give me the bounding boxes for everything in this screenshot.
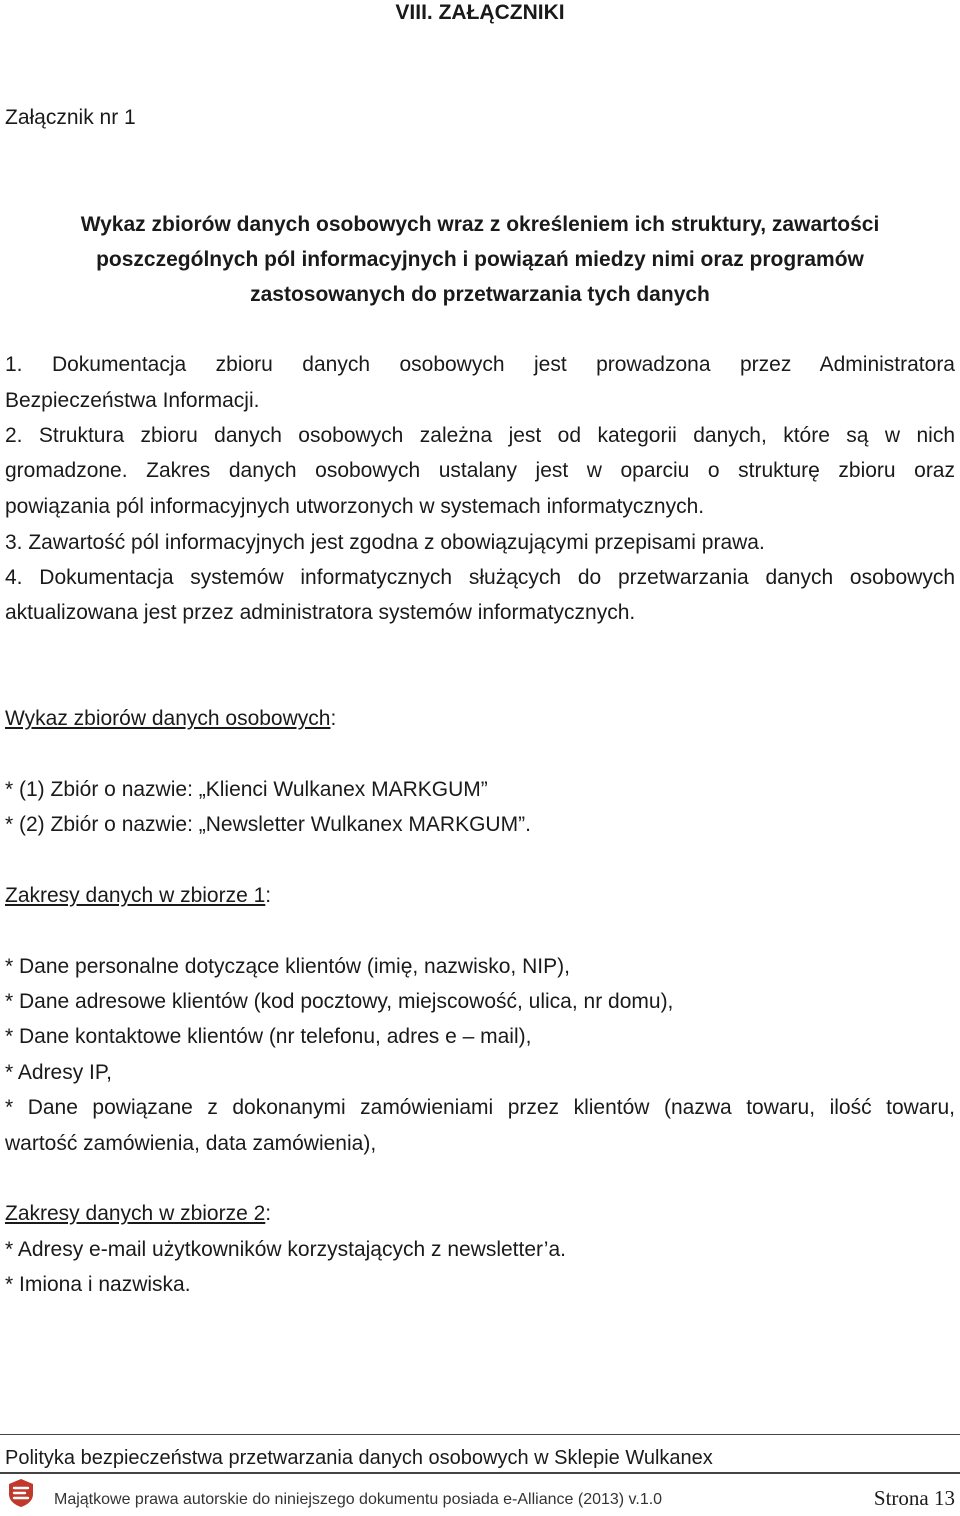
- set-1-item-4: * Adresy IP,: [5, 1061, 113, 1084]
- paragraph-1-line-2: Bezpieczeństwa Informacji.: [5, 389, 260, 412]
- copyright-notice: Majątkowe prawa autorskie do niniejszego dokumentu posiada e-Alliance (2013) v.1.0: [54, 1491, 663, 1508]
- set-2-item-2: * Imiona i nazwiska.: [5, 1273, 191, 1296]
- set-2-heading: [5, 1201, 955, 1227]
- page-number: Strona 13: [873, 1486, 955, 1510]
- paragraph-4-line-1: 4. Dokumentacja systemów informatycznych służących do przetwarzania danych osobowych: [5, 566, 955, 589]
- footer-divider-top: [0, 1434, 960, 1435]
- sets-list-item-1: * (1) Zbiór o nazwie: „Klienci Wulkanex MARKGUM”: [5, 778, 488, 801]
- set-1-item-2: * Dane adresowe klientów (kod pocztowy, miejscowość, ulica, nr domu),: [5, 990, 674, 1013]
- set-2-heading-text: Zakresy danych w zbiorze 2: [5, 1202, 266, 1225]
- sets-list-item-2: * (2) Zbiór o nazwie: „Newsletter Wulkanex MARKGUM”.: [5, 813, 531, 836]
- paragraph-4-line-2: aktualizowana jest przez administratora systemów informatycznych.: [5, 601, 636, 624]
- paragraph-1-line-1: 1. Dokumentacja zbioru danych osobowych jest prowadzona przez Administratora: [5, 353, 955, 376]
- set-1-heading: [5, 883, 955, 909]
- footer-divider-bottom: [0, 1472, 960, 1474]
- paragraph-2-line-2: gromadzone. Zakres danych osobowych ustalany jest w oparciu o strukturę zbioru oraz: [5, 459, 955, 482]
- set-1-item-3: * Dane kontaktowe klientów (nr telefonu, adres e – mail),: [5, 1025, 532, 1048]
- set-1-item-5-line-2: wartość zamówienia, data zamówienia),: [5, 1132, 377, 1155]
- footer-title: Polityka bezpieczeństwa przetwarzania danych osobowych w Sklepie Wulkanex: [5, 1447, 713, 1469]
- set-2-heading-colon: :: [265, 1202, 272, 1225]
- paragraph-2-line-3: powiązania pól informacyjnych utworzonych w systemach informatycznych.: [5, 495, 705, 518]
- paragraph-3-line-1: 3. Zawartość pól informacyjnych jest zgodna z obowiązującymi przepisami prawa.: [5, 531, 765, 554]
- set-1-item-5-line-1: * Dane powiązane z dokonanymi zamówieniami przez klientów (nazwa towaru, ilość towaru,: [5, 1096, 955, 1119]
- set-1-heading-colon: :: [265, 884, 272, 907]
- e-alliance-logo-icon: [8, 1478, 34, 1508]
- section-title: VIII. ZAŁĄCZNIKI: [395, 1, 565, 24]
- sets-list-heading-text: Wykaz zbiorów danych osobowych: [5, 707, 331, 730]
- document-heading-line-3: zastosowanych do przetwarzania tych danych: [250, 283, 710, 306]
- document-heading-line-2: poszczególnych pól informacyjnych i powiązań miedzy nimi oraz programów: [96, 248, 864, 271]
- sets-list-heading-colon: :: [330, 707, 337, 730]
- set-1-item-1: * Dane personalne dotyczące klientów (imię, nazwisko, NIP),: [5, 955, 570, 978]
- document-heading-line-1: Wykaz zbiorów danych osobowych wraz z określeniem ich struktury, zawartości: [80, 213, 880, 236]
- set-1-heading-text: Zakresy danych w zbiorze 1: [5, 884, 266, 907]
- paragraph-2-line-1: 2. Struktura zbioru danych osobowych zależna jest od kategorii danych, które są w nich: [5, 424, 955, 447]
- annex-label: Załącznik nr 1: [5, 106, 136, 129]
- sets-list-heading: [5, 706, 955, 732]
- set-2-item-1: * Adresy e-mail użytkowników korzystających z newsletter’a.: [5, 1238, 566, 1261]
